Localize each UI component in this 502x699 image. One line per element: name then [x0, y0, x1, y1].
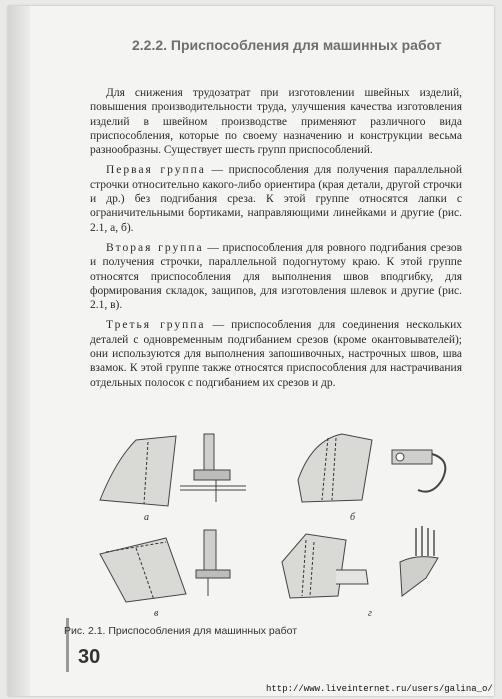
- group-1-lead: Первая группа: [106, 164, 206, 177]
- figure-g-illustration: [276, 522, 466, 606]
- figure-caption: Рис. 2.1. Приспособления для машинных работ: [64, 625, 298, 637]
- figure-b-illustration: [292, 430, 462, 510]
- section-heading: 2.2.2. Приспособления для машинных работ: [132, 37, 442, 53]
- figure-2-1: [96, 424, 468, 624]
- paragraph-group-1: [90, 163, 462, 234]
- paragraph-intro: Для снижения трудозатрат при изготовлении швейных изделий, повышения производительности труда, улучшения качества изготовления изделий в швейном производстве применяют различного вида приспособления, которые по своему назначению и конструкции весьма разнообразны. Существует шесть групп приспособлений.: [90, 87, 462, 157]
- page-number: 30: [78, 646, 101, 668]
- group-3-lead: Третья группа: [106, 319, 206, 332]
- figure-a-illustration: [96, 430, 266, 510]
- watermark-link[interactable]: http://www.liveinternet.ru/users/galina_o/: [266, 684, 493, 694]
- group-2-text: — приспособления для ровного подгибания срезов и получения строчки, параллельной подогнутому краю. К этой группе относятся приспособления для выполнения швов вподгибку, для формирования складок, защипов, для изготовления шлевок и другие (рис. 2.1, в).: [90, 241, 463, 312]
- figure-label-b: б: [350, 512, 356, 523]
- figure-label-v: в: [154, 608, 159, 619]
- group-3-text: — приспособления для соединения нескольких деталей с одновременным подгибанием срезов (кроме окантовывателей); они используются для выполнения запошивочных, настрочных швов, шва взамок. К этой группе также относятся приспособления для настрачивания отдельных полосок с подгибанием их срезов и др.: [90, 319, 462, 389]
- group-1-text: — приспособления для получения параллельной строчки относительно какого-либо ориентира (края детали, другой строчки и др.) без подгибания среза. К этой группе относятся лапки с ограничительными бортиками, направляющими линейками и другие (рис. 2.1, а, б).: [90, 164, 462, 234]
- figure-label-g: г: [368, 608, 372, 619]
- figure-v-illustration: [96, 524, 266, 604]
- paragraph-group-2: [90, 241, 462, 312]
- body-text: [90, 86, 462, 396]
- group-2-lead: Вторая группа: [106, 241, 204, 254]
- paragraph-group-3: [90, 318, 462, 389]
- book-page: [8, 6, 494, 696]
- figure-label-a: а: [144, 512, 149, 523]
- page-gutter-shadow: [8, 6, 30, 696]
